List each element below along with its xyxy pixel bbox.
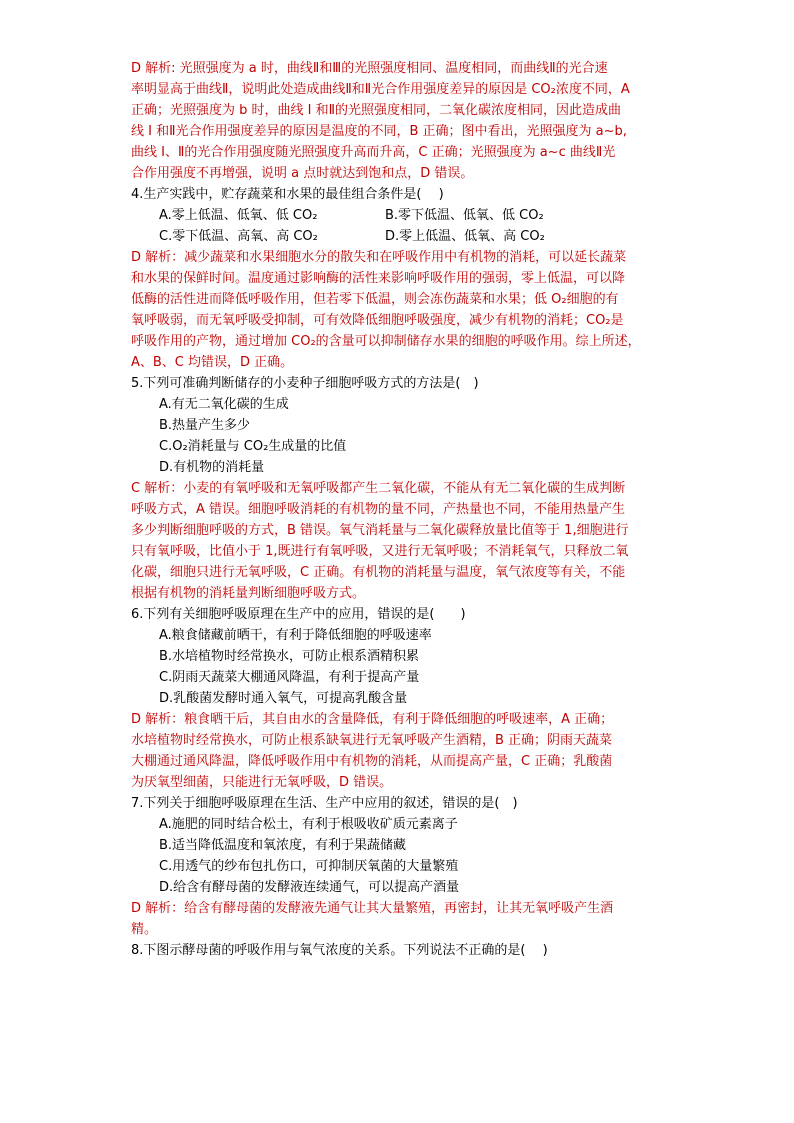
analysis-line: D 解析：给含有酵母菌的发酵液先通气让其大量繁殖，再密封，让其无氧呼吸产生酒 [131,901,614,916]
analysis-line: 根据有机物的消耗量判断细胞呼吸方式。 [131,586,366,601]
question-6 [131,604,667,793]
analysis-line: 为厌氧型细菌，只能进行无氧呼吸，D 错误。 [131,775,393,790]
option-d: D.零上低温、低氧、高 CO₂ [385,229,545,244]
question-stem: 8.下图示酵母菌的呼吸作用与氧气浓度的关系。下列说法不正确的是( ) [131,943,548,958]
option-row [131,205,667,226]
option-b: B.适当降低温度和氧浓度，有利于果蔬储藏 [159,838,407,853]
analysis-line: 只有氧呼吸，比值小于 1,既进行有氧呼吸，又进行无氧呼吸；不消耗氧气，只释放二氧 [131,544,629,559]
analysis-line: D 解析: 光照强度为 a 时，曲线Ⅱ和Ⅲ的光照强度相同、温度相同，而曲线Ⅱ的光合速 [131,61,608,76]
analysis-line: 氧呼吸弱，而无氧呼吸受抑制，可有效降低细胞呼吸强度，减少有机物的消耗；CO₂是 [131,313,624,328]
option-c: C.阴雨天蔬菜大棚通风降温，有利于提高产量 [159,670,420,685]
option-a: A.施肥的同时结合松土，有利于根吸收矿质元素离子 [159,817,458,832]
analysis-line: 曲线 I、Ⅱ的光合作用强度随光照强度升高而升高，C 正确；光照强度为 a~c 曲线Ⅱ光 [131,145,616,160]
analysis-line: 精。 [131,922,158,937]
analysis-line: 水培植物时经常换水，可防止根系缺氧进行无氧呼吸产生酒精，B 正确；阴雨天蔬菜 [131,733,613,748]
analysis-line: 多少判断细胞呼吸的方式，B 错误。氧气消耗量与二氧化碳释放量比值等于 1,细胞进行 [131,523,629,538]
analysis-line: D 解析：减少蔬菜和水果细胞水分的散失和在呼吸作用中有机物的消耗，可以延长蔬菜 [131,250,627,265]
analysis-block-1 [131,58,667,184]
document-page [131,58,667,961]
option-d: D.给含有酵母菌的发酵液连续通气，可以提高产酒量 [159,880,460,895]
analysis-line: 合作用强度不再增强，说明 a 点时就达到饱和点，D 错误。 [131,166,474,181]
option-c: C.用透气的纱布包扎伤口，可抑制厌氧菌的大量繁殖 [159,859,459,874]
question-stem: 4.生产实践中，贮存蔬菜和水果的最佳组合条件是( ) [131,187,444,202]
analysis-line: 正确；光照强度为 b 时，曲线 I 和Ⅱ的光照强度相同，二氧化碳浓度相同，因此造成曲 [131,103,622,118]
analysis-line: 化碳，细胞只进行无氧呼吸，C 正确。有机物的消耗量与温度，氧气浓度等有关，不能 [131,565,626,580]
analysis-line: 低酶的活性进而降低呼吸作用，但若零下低温，则会冻伤蔬菜和水果；低 O₂细胞的有 [131,292,619,307]
analysis-line: C 解析：小麦的有氧呼吸和无氧呼吸都产生二氧化碳，不能从有无二氧化碳的生成判断 [131,481,626,496]
question-stem: 5.下列可准确判断储存的小麦种子细胞呼吸方式的方法是( ) [131,376,479,391]
analysis-line: 呼吸作用的产物，通过增加 CO₂的含量可以抑制储存水果的细胞的呼吸作用。综上所述， [131,334,641,349]
analysis-line: D 解析：粮食晒干后，其自由水的含量降低，有利于降低细胞的呼吸速率，A 正确； [131,712,614,727]
option-b: B.水培植物时经常换水，可防止根系酒精积累 [159,649,420,664]
option-b: B.热量产生多少 [159,418,251,433]
question-4 [131,184,667,373]
option-b: B.零下低温、低氧、低 CO₂ [385,208,544,223]
option-a: A.粮食储藏前晒干，有利于降低细胞的呼吸速率 [159,628,432,643]
option-a: A.零上低温、低氧、低 CO₂ [159,208,318,223]
question-7 [131,793,667,940]
question-8 [131,940,667,961]
option-a: A.有无二氧化碳的生成 [159,397,289,412]
option-d: D.有机物的消耗量 [159,460,265,475]
analysis-line: 线 I 和Ⅱ光合作用强度差异的原因是温度的不同，B 正确；图中看出，光照强度为 a~b, [131,124,627,139]
analysis-line: 呼吸方式，A 错误。细胞呼吸消耗的有机物的量不同，产热量也不同，不能用热量产生 [131,502,626,517]
option-c: C.零下低温、高氧、高 CO₂ [159,229,318,244]
question-5 [131,373,667,604]
analysis-line: 率明显高于曲线Ⅱ，说明此处造成曲线Ⅱ和Ⅱ光合作用强度差异的原因是 CO₂浓度不同，A [131,82,630,97]
question-stem: 6.下列有关细胞呼吸原理在生产中的应用，错误的是( ) [131,607,466,622]
analysis-line: 大棚通过通风降温，降低呼吸作用中有机物的消耗，从而提高产量，C 正确；乳酸菌 [131,754,613,769]
question-stem: 7.下列关于细胞呼吸原理在生活、生产中应用的叙述，错误的是( ) [131,796,518,811]
option-row [131,226,667,247]
analysis-line: A、B、C 均错误，D 正确。 [131,355,294,370]
option-d: D.乳酸菌发酵时通入氧气，可提高乳酸含量 [159,691,408,706]
analysis-line: 和水果的保鲜时间。温度通过影响酶的活性来影响呼吸作用的强弱，零上低温，可以降 [131,271,626,286]
option-c: C.O₂消耗量与 CO₂生成量的比值 [159,439,347,454]
